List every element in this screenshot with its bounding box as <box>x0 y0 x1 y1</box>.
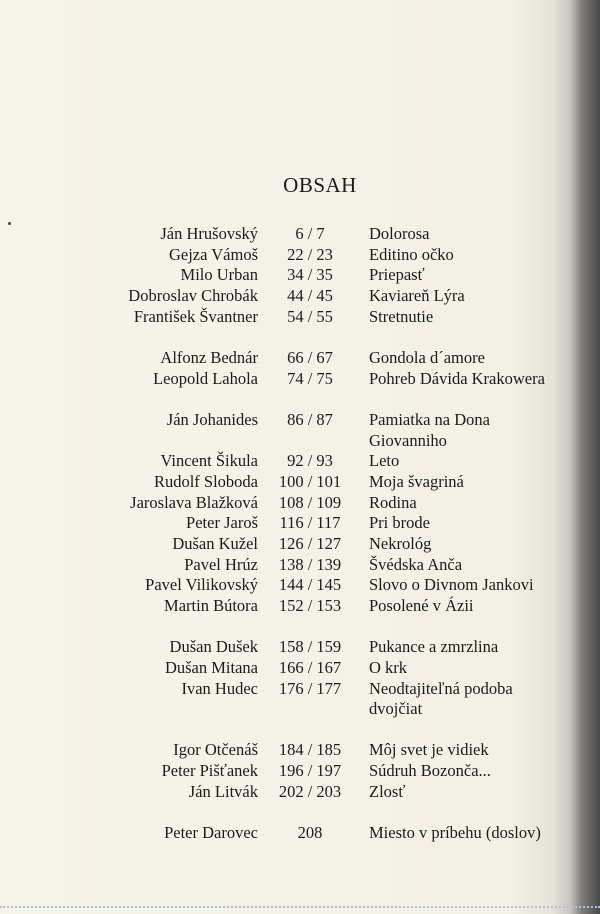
toc-row <box>0 596 600 617</box>
toc-pages: 74 / 75 <box>287 368 333 388</box>
toc-work: Kaviareň Lýra <box>369 286 465 306</box>
toc-author: Dušan Kužel <box>172 533 258 553</box>
toc-author: Gejza Vámoš <box>168 244 258 264</box>
toc-work: Pri brode <box>369 513 430 533</box>
toc-author: Dušan Mitana <box>164 657 258 677</box>
toc-work: Gondola d´amore <box>369 347 485 367</box>
toc-row <box>0 534 600 555</box>
toc-pages: 126 / 127 <box>278 533 342 553</box>
toc-work: Stretnutie <box>369 306 434 326</box>
toc-row <box>0 637 600 658</box>
toc-author: Pavel Hrúz <box>184 554 258 574</box>
toc-row <box>0 761 600 782</box>
toc-pages: 196 / 197 <box>278 761 342 781</box>
toc-pages: 54 / 55 <box>287 306 333 326</box>
toc-work: Editino očko <box>369 244 454 264</box>
toc-row <box>0 410 600 451</box>
toc-work: Miesto v príbehu (doslov) <box>369 823 541 843</box>
toc-pages: 6 / 7 <box>295 224 325 243</box>
toc-pages: 116 / 117 <box>279 513 341 533</box>
toc-row <box>0 348 600 369</box>
toc-author: Pavel Vilikovský <box>145 575 258 595</box>
toc-row <box>0 245 600 266</box>
toc-pages: 92 / 93 <box>287 451 333 471</box>
toc-pages: 108 / 109 <box>278 492 342 512</box>
toc-author: Leopold Lahola <box>153 368 258 388</box>
toc-work: Zlosť <box>369 781 406 801</box>
toc-work: Rodina <box>369 492 417 512</box>
toc-pages: 184 / 185 <box>278 740 342 760</box>
toc-work: Pamiatka na Dona Giovanniho <box>369 409 490 450</box>
toc-row <box>0 782 600 803</box>
toc-author: Vincent Šikula <box>160 451 258 471</box>
toc-row <box>0 472 600 493</box>
toc-author: Martin Bútora <box>164 596 258 616</box>
toc-work: Švédska Anča <box>369 554 463 574</box>
toc-pages: 166 / 167 <box>278 657 342 677</box>
toc-author: Igor Otčenáš <box>173 740 258 760</box>
toc-row <box>0 555 600 576</box>
toc-pages: 152 / 153 <box>278 596 342 616</box>
toc-pages: 66 / 67 <box>287 347 333 367</box>
page-title: OBSAH <box>283 173 357 197</box>
toc-author: Peter Jaroš <box>186 513 258 533</box>
toc-author: Ján Hrušovský <box>160 224 258 243</box>
toc-author: Milo Urban <box>180 265 258 285</box>
toc-row <box>0 451 600 472</box>
table-of-contents <box>0 224 600 844</box>
toc-author: Alfonz Bednár <box>160 347 258 367</box>
toc-pages: 202 / 203 <box>278 781 342 801</box>
toc-pages: 176 / 177 <box>278 678 342 698</box>
toc-row <box>0 265 600 286</box>
toc-row <box>0 224 600 245</box>
toc-author: Ján Litvák <box>188 781 258 801</box>
toc-row <box>0 575 600 596</box>
toc-work: Súdruh Bozonča... <box>369 761 491 781</box>
toc-pages: 22 / 23 <box>287 244 333 264</box>
toc-author: Dušan Dušek <box>169 637 258 657</box>
toc-row <box>0 740 600 761</box>
toc-pages: 144 / 145 <box>278 575 342 595</box>
toc-work: Leto <box>369 451 400 471</box>
toc-author: František Švantner <box>133 306 258 326</box>
toc-author: Ivan Hudec <box>181 678 258 698</box>
toc-work: Pukance a zmrzlina <box>369 637 499 657</box>
toc-pages: 138 / 139 <box>278 554 342 574</box>
toc-pages: 44 / 45 <box>287 286 333 306</box>
toc-work: Nekrológ <box>369 533 432 553</box>
toc-work: Moja švagriná <box>369 471 464 491</box>
toc-row <box>0 369 600 390</box>
toc-work: Priepasť <box>369 265 425 285</box>
toc-work: Posolené v Ázii <box>369 596 474 616</box>
toc-pages: 34 / 35 <box>287 265 333 285</box>
toc-work: Dolorosa <box>369 224 430 243</box>
toc-pages: 100 / 101 <box>278 471 342 491</box>
toc-work: O krk <box>369 657 408 677</box>
toc-work: Slovo o Divnom Jankovi <box>369 575 534 595</box>
toc-author: Jaroslava Blažková <box>130 492 258 512</box>
toc-pages: 208 <box>297 823 323 843</box>
toc-work: Môj svet je vidiek <box>369 740 489 760</box>
toc-row <box>0 658 600 679</box>
toc-author: Peter Darovec <box>164 823 258 843</box>
toc-row <box>0 679 600 720</box>
toc-author: Dobroslav Chrobák <box>128 286 258 306</box>
page-bottom-edge <box>0 906 600 914</box>
toc-pages: 86 / 87 <box>287 409 333 429</box>
toc-row <box>0 286 600 307</box>
toc-work: Neodtajiteľná podoba dvojčiat <box>369 678 513 719</box>
toc-row <box>0 307 600 328</box>
toc-author: Peter Pišťanek <box>161 761 258 781</box>
toc-row <box>0 493 600 514</box>
toc-author: Ján Johanides <box>166 409 258 429</box>
toc-row <box>0 823 600 844</box>
toc-work: Pohreb Dávida Krakowera <box>369 368 545 388</box>
toc-row <box>0 513 600 534</box>
toc-author: Rudolf Sloboda <box>153 471 258 491</box>
toc-pages: 158 / 159 <box>278 637 342 657</box>
